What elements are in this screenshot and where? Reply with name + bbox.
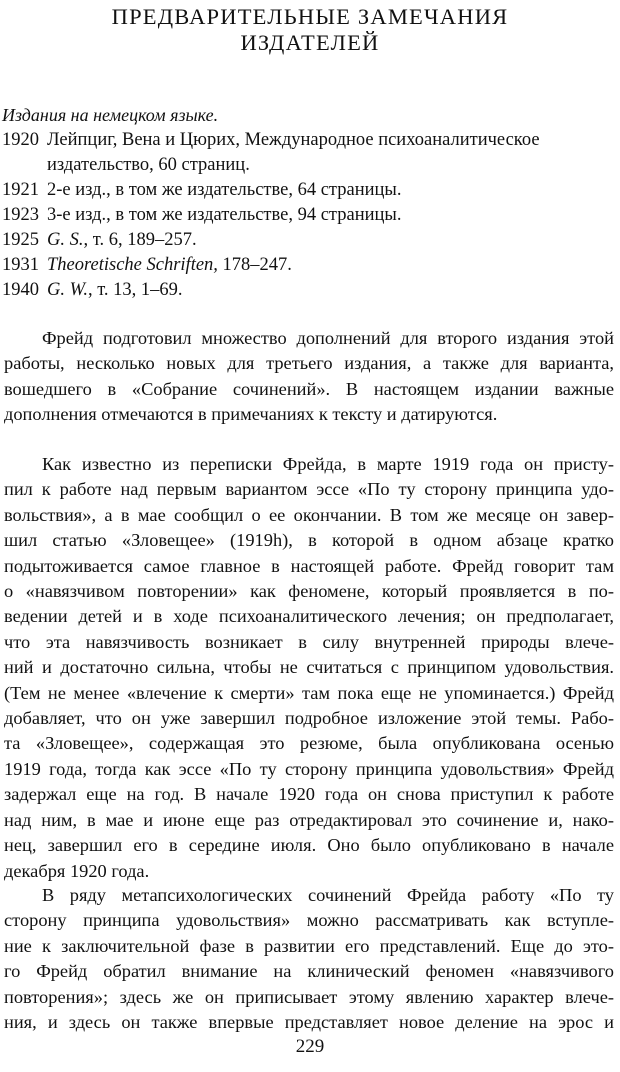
text-line: ние к заключительной фазе в развитии его представлений. Еще до это- (4, 935, 614, 956)
edition-year: 1921 (2, 180, 39, 200)
text-line: вошедшего в «Собрание сочинений». В настоящем издании важные (4, 378, 614, 399)
edition-entry (0, 203, 612, 228)
edition-entry (0, 128, 612, 153)
editions-heading: Издания на немецком языке. (2, 105, 219, 125)
edition-ref: G. S. (47, 230, 84, 250)
edition-text-wrap (47, 278, 612, 303)
text-line: 1919 года, тогда как эссе «По ту сторону принципа удовольствия» Фрейд (4, 758, 614, 779)
edition-text-wrap (47, 253, 612, 278)
text-line: ведении детей и в ходе психоаналитического лечения; он предполагает, (4, 606, 614, 627)
paragraph-additions (4, 326, 614, 428)
edition-text: Лейпциг, Вена и Цюрих, Международное психоаналитическое (47, 130, 540, 150)
text-line: Фрейд подготовил множество дополнений для второго издания этой (42, 328, 614, 348)
edition-text: , т. 13, 1–69. (87, 280, 183, 300)
text-line: го Фрейд обратил внимание на клинический феномен «навязчивого (4, 961, 614, 982)
edition-entry (0, 278, 612, 303)
edition-entry (0, 228, 612, 253)
edition-entry (0, 253, 612, 278)
text-line: вольствия», а в мае сообщил о ее окончании. В том же месяце он завер- (4, 504, 614, 525)
text-line: добавляет, что он уже завершил подробное изложение этой темы. Рабо- (4, 708, 614, 729)
page-title-line-2: ИЗДАТЕЛЕЙ (240, 30, 380, 55)
text-line: Как известно из переписки Фрейда, в марте 1919 года он присту- (42, 454, 614, 474)
page-title-line-1: ПРЕДВАРИТЕЛЬНЫЕ ЗАМЕЧАНИЯ (111, 4, 509, 29)
text-line: та «Зловещее», содержащая это резюме, была опубликована осенью (4, 733, 614, 754)
text-line: пил к работе над первым вариантом эссе «По ту сторону принципа удо- (4, 479, 614, 500)
edition-text: 2-е изд., в том же издательстве, 64 страницы. (47, 180, 402, 200)
text-line: шил статью «Зловещее» (1919h), в которой в одном абзаце кратко (4, 530, 614, 551)
editions-list (0, 103, 612, 303)
text-line: (Тем не менее «влечение к смерти» там пока еще не упоминается.) Фрейд (4, 682, 614, 703)
text-line: задержал еще на год. В начале 1920 года он снова приступил к работе (4, 784, 614, 805)
edition-text: 3-е изд., в том же издательстве, 94 страницы. (47, 205, 402, 225)
text-line: над ним, в мае и июне еще раз отредактировал это сочинение и, нако- (4, 809, 614, 830)
paragraph-metapsychology (4, 883, 614, 1035)
edition-year: 1931 (2, 255, 39, 275)
text-line: сторону принципа удовольствия» можно рассматривать как вступле- (4, 910, 614, 931)
edition-year: 1923 (2, 205, 39, 225)
text-line: ния, и здесь он также впервые представляет новое деление на эрос и (4, 1012, 614, 1033)
text-line: ний и достаточно сильна, чтобы не считаться с принципом удовольствия. (4, 657, 614, 678)
text-line: повторения»; здесь же он приписывает этому явлению характер влече- (4, 986, 614, 1007)
text-line: нец, завершил его в середине июля. Оно было опубликовано в начале (4, 835, 614, 856)
text-line: подытоживается самое главное в настоящей работе. Фрейд говорит там (4, 555, 614, 576)
edition-ref: Theoretische Schriften, (47, 255, 218, 275)
text-line: декабря 1920 года. (4, 860, 150, 881)
page-number: 229 (295, 1036, 325, 1057)
edition-text: 178–247. (217, 255, 292, 275)
text-line: что эта навязчивость возникает в силу внутренней природы влече- (4, 631, 614, 652)
text-line: работы, несколько новых для третьего издания, а также для варианта, (4, 353, 614, 374)
edition-year: 1920 (2, 130, 39, 150)
paragraph-history (4, 452, 614, 884)
edition-year: 1925 (2, 230, 39, 250)
edition-ref: G. W. (47, 280, 88, 300)
text-line: В ряду метапсихологических сочинений Фрейда работу «По ту (42, 885, 614, 905)
edition-entry (0, 178, 612, 203)
edition-text-continuation: издательство, 60 страниц. (47, 155, 250, 175)
edition-text: , т. 6, 189–257. (83, 230, 197, 250)
edition-year: 1940 (2, 280, 39, 300)
text-line: дополнения отмечаются в примечаниях к тексту и датируются. (4, 404, 498, 425)
edition-text-wrap (47, 228, 612, 253)
text-line: о «навязчивом повторении» как феномене, который проявляется в по- (4, 581, 614, 602)
